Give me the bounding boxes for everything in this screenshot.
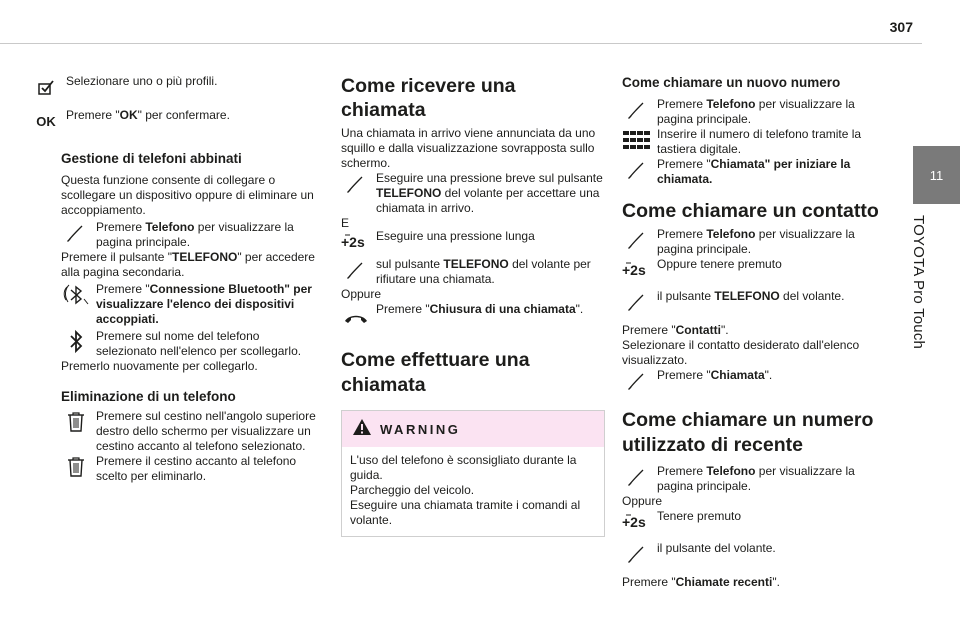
keypad-icon	[622, 127, 652, 153]
finger-tap-icon-7	[622, 541, 652, 567]
column-left	[36, 74, 323, 484]
trash-icon-2	[61, 454, 91, 480]
recent-step-3: il pulsante del volante.	[622, 541, 882, 567]
ok-icon: OK	[36, 113, 56, 129]
contact-line-2: Selezionare il contatto desiderato dall'elenco visualizzato.	[622, 338, 860, 367]
warning-line-1: L'uso del telefono è sconsigliato durante la guida.	[350, 453, 577, 482]
delete-step-2: Premere il cestino accanto al telefono scelto per eliminarlo.	[61, 454, 323, 484]
svg-text:+2s: +2s	[341, 234, 365, 250]
new-step-1: Premere Telefono per visualizzare la pagina principale.	[622, 97, 882, 127]
contact-line-1: Premere "Contatti".	[622, 323, 729, 337]
press-2s-icon	[622, 257, 652, 283]
warning-line-3: Eseguire una chiamata tramite i comandi al volante.	[350, 498, 581, 527]
finger-tap-icon-3	[622, 227, 652, 253]
finger-tap-icon-2	[341, 257, 371, 283]
recent-step-2: +2s Tenere premuto	[622, 509, 882, 535]
svg-text:+2s: +2s	[622, 262, 646, 278]
paired-line-3: Premerlo nuovamente per collegarlo.	[61, 359, 258, 373]
paired-intro: Questa funzione consente di collegare o scollegare un dispositivo oppure di eliminare un accoppiamento.	[61, 173, 314, 217]
bluetooth-active-icon	[61, 282, 91, 308]
press-2s-icon	[341, 229, 371, 255]
finger-tap-icon-2	[622, 157, 652, 183]
side-title: TOYOTA Pro Touch	[910, 215, 927, 350]
column-right	[622, 74, 882, 590]
new-step-2: Inserire il numero di telefono tramite la tastiera digitale.	[622, 127, 882, 157]
finger-tap-icon-6	[622, 464, 652, 490]
paired-step-1: Premere Telefono per visualizzare la pagina principale.	[61, 220, 323, 250]
profile-step-text: Selezionare uno o più profili.	[66, 74, 218, 88]
contact-heading: Come chiamare un contatto	[622, 200, 879, 222]
paired-step-3: Premere sul nome del telefono selezionato nell'elenco per scollegarlo.	[61, 329, 323, 359]
receive-step-3: sul pulsante TELEFONO del volante per rifiutare una chiamata.	[341, 257, 605, 287]
hang-up-icon	[341, 302, 371, 336]
receive-step-4: Premere "Chiusura di una chiamata".	[341, 302, 605, 336]
receive-step-2: +2s Eseguire una pressione lunga	[341, 229, 605, 255]
warning-title: WARNING	[380, 421, 461, 437]
receive-heading: Come ricevere una chiamata	[341, 75, 516, 121]
receive-step-1: Eseguire una pressione breve sul pulsante TELEFONO del volante per accettare una chiamata in arrivo.	[341, 171, 605, 216]
column-middle	[341, 74, 605, 537]
press-2s-icon-2	[622, 509, 652, 535]
paired-step-2: Premere "Connessione Bluetooth" per visualizzare l'elenco dei dispositivi accoppiati.	[61, 282, 323, 327]
ok-step-text: Premere "OK" per confermare.	[66, 108, 230, 122]
recent-conjunction-oppure: Oppure	[622, 494, 663, 508]
profile-step	[31, 74, 323, 100]
recent-heading: Come chiamare un numero utilizzato di recente	[622, 409, 874, 456]
warning-line-2: Parcheggio del veicolo.	[350, 483, 475, 497]
finger-tap-icon	[622, 97, 652, 123]
recent-step-1: Premere Telefono per visualizzare la pagina principale.	[622, 464, 882, 494]
delete-heading: Eliminazione di un telefono	[61, 389, 236, 404]
warning-body	[342, 447, 604, 536]
trash-icon	[61, 409, 91, 435]
contact-step-3: il pulsante TELEFONO del volante.	[622, 289, 882, 315]
paired-heading: Gestione di telefoni abbinati	[61, 151, 242, 166]
new-number-heading: Come chiamare un nuovo numero	[622, 75, 841, 90]
delete-step-1: Premere sul cestino nell'angolo superiore destro dello schermo per visualizzare un cestino accanto al telefono selezionato.	[61, 409, 323, 454]
ok-step	[31, 108, 323, 134]
contact-step-2: +2s Oppure tenere premuto	[622, 257, 882, 283]
recent-line: Premere "Chiamate recenti".	[622, 575, 780, 589]
checkbox-icon	[31, 74, 61, 100]
chapter-tab[interactable]: 11	[913, 146, 960, 204]
conjunction-oppure: Oppure	[341, 287, 382, 301]
finger-tap-icon	[341, 171, 371, 197]
receive-intro: Una chiamata in arrivo viene annunciata da uno squillo e dalla visualizzazione sovrapposta sullo schermo.	[341, 126, 596, 170]
header-rule	[0, 43, 922, 44]
bluetooth-icon	[61, 329, 91, 355]
warning-box	[341, 410, 605, 537]
finger-tap-icon	[61, 220, 91, 246]
conjunction-e: E	[341, 216, 350, 230]
page-number: 307	[889, 19, 913, 35]
warning-triangle-icon	[352, 418, 372, 441]
finger-tap-icon-5	[622, 368, 652, 394]
warning-header	[342, 411, 604, 447]
paired-line-2: Premere il pulsante "TELEFONO" per accedere alla pagina secondaria.	[61, 250, 315, 279]
svg-text:+2s: +2s	[622, 514, 646, 530]
finger-tap-icon-4	[622, 289, 652, 315]
make-heading: Come effettuare una chiamata	[341, 349, 530, 396]
new-step-3: Premere "Chiamata" per iniziare la chiamata.	[622, 157, 882, 187]
contact-step-1: Premere Telefono per visualizzare la pagina principale.	[622, 227, 882, 257]
contact-step-4: Premere "Chiamata".	[622, 368, 882, 394]
